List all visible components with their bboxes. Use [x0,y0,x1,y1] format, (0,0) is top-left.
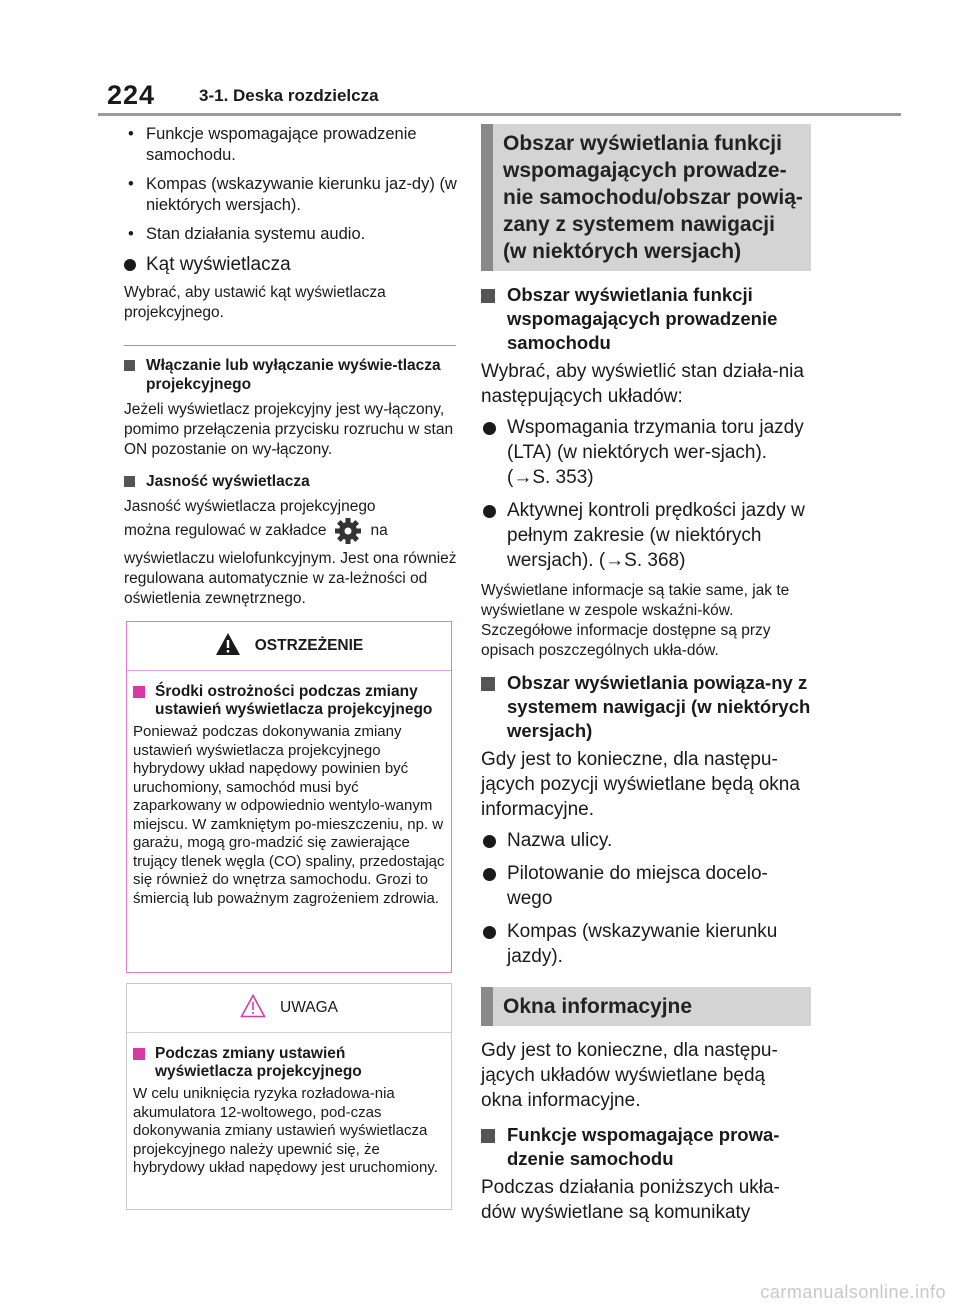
notice-text: W celu uniknięcia ryzyka rozładowa-nia akumulatora 12-woltowego, pod-czas dokonywania zmiany ustawień wyświetlacza projekcyjnego należy upewnić się, że hybrydowy układ napędowy jest uruchomiony. [133,1085,438,1176]
angle-text: Wybrać, aby ustawić kąt wyświetlacza projekcyjnego. [124,284,386,321]
page-header [0,0,960,118]
gear-icon [334,517,362,545]
assist-text: Wybrać, aby wyświetlić stan działa-nia następujących układów: [481,361,804,407]
warning-heading: Środki ostrożności podczas zmiany ustawień wyświetlacza projekcyjnego [133,683,445,719]
divider [124,345,456,346]
nav-text: Gdy jest to konieczne, dla następu-jących pozycji wyświetlane będą okna informacyjne. [481,749,800,820]
info-heading: Okna informacyjne [481,987,811,1026]
caution-triangle-icon [240,994,266,1023]
list-item: • Kompas (wskazywanie kierunku jaz-dy) (w niektórych wersjach). [118,174,458,216]
onoff-heading: Włączanie lub wyłączanie wyświe-tlacza projekcyjnego [124,356,458,394]
warning-header [127,622,451,671]
angle-heading: Kąt wyświetlacza [118,253,458,277]
func-text: Podczas działania poniższych ukła-dów wyświetlane są komunikaty [481,1177,780,1223]
assist-heading: Obszar wyświetlania funkcji wspomagających prowadzenie samochodu [481,283,811,355]
brightness-gear-line [124,517,458,545]
section-title: 3-1. Deska rozdzielcza [199,86,379,105]
warning-triangle-icon [215,632,241,661]
brightness-text-part: na [370,522,388,539]
func-heading: Funkcje wspomagające prowa-dzenie samochodu [481,1123,811,1171]
brightness-text-part: można regulować w zakładce [124,522,327,539]
notice-title: UWAGA [280,999,338,1016]
header-rule [98,113,901,116]
list-item: Wspomagania trzymania toru jazdy (LTA) (w niektórych wer-sjach). (→S. 353) [481,415,811,490]
list-item: • Stan działania systemu audio. [118,224,458,245]
assist-note: Wyświetlane informacje są takie same, jak te wyświetlane w zespole wskaźni-ków. Szczegółowe informacje dostępne są przy opisach poszczególnych ukła-dów. [481,582,790,659]
info-text: Gdy jest to konieczne, dla następu-jących układów wyświetlane będą okna informacyjne. [481,1040,778,1111]
brightness-text: Jasność wyświetlacza projekcyjnego [124,498,376,515]
warning-title: OSTRZEŻENIE [254,637,364,654]
onoff-text: Jeżeli wyświetlacz projekcyjny jest wy-łączony, pomimo przełączenia przycisku rozruchu w stan ON pozostanie on wy-łączony. [124,401,454,458]
warning-box [126,621,452,973]
page-number: 224 [107,80,156,110]
area-heading: Obszar wyświetlania funkcji wspomagających prowadze-nie samochodu/obszar powią-zany z systemem nawigacji (w niektórych wersjach) [481,124,811,271]
list-item: Kompas (wskazywanie kierunku jazdy). [481,919,811,969]
right-column [481,124,811,1231]
brightness-text: wyświetlaczu wielofunkcyjnym. Jest ona również regulowana automatycznie w za-leżności od oświetlenia zewnętrznego. [124,550,457,607]
notice-box [126,983,452,1210]
list-item: Aktywnej kontroli prędkości jazdy w pełnym zakresie (w niektórych wersjach). (→S. 368) [481,498,811,573]
left-column [118,124,458,609]
list-item: Nazwa ulicy. [481,828,811,853]
notice-heading: Podczas zmiany ustawień wyświetlacza projekcyjnego [133,1045,445,1081]
watermark: carmanualsonline.info [760,1282,946,1302]
nav-heading: Obszar wyświetlania powiąza-ny z systemem nawigacji (w niektórych wersjach) [481,671,811,743]
warning-text: Ponieważ podczas dokonywania zmiany ustawień wyświetlacza projekcyjnego hybrydowy układ napędowy powinien być uruchomiony, samochód musi być zaparkowany w odpowiednio wentylo-wanym miejscu. W zamkniętym po-mieszczeniu, np. w garażu, mogą gro-madzić się zawierające trujący tlenek węgla (CO) spaliny, przedostając się również do wnętrza samochodu. Grozi to śmiercią lub poważnym zagrożeniem zdrowia. [133,723,445,907]
list-item: • Funkcje wspomagające prowadzenie samochodu. [118,124,458,166]
list-item: Pilotowanie do miejsca docelo-wego [481,861,811,911]
notice-header [127,984,451,1033]
brightness-heading: Jasność wyświetlacza [124,472,458,491]
